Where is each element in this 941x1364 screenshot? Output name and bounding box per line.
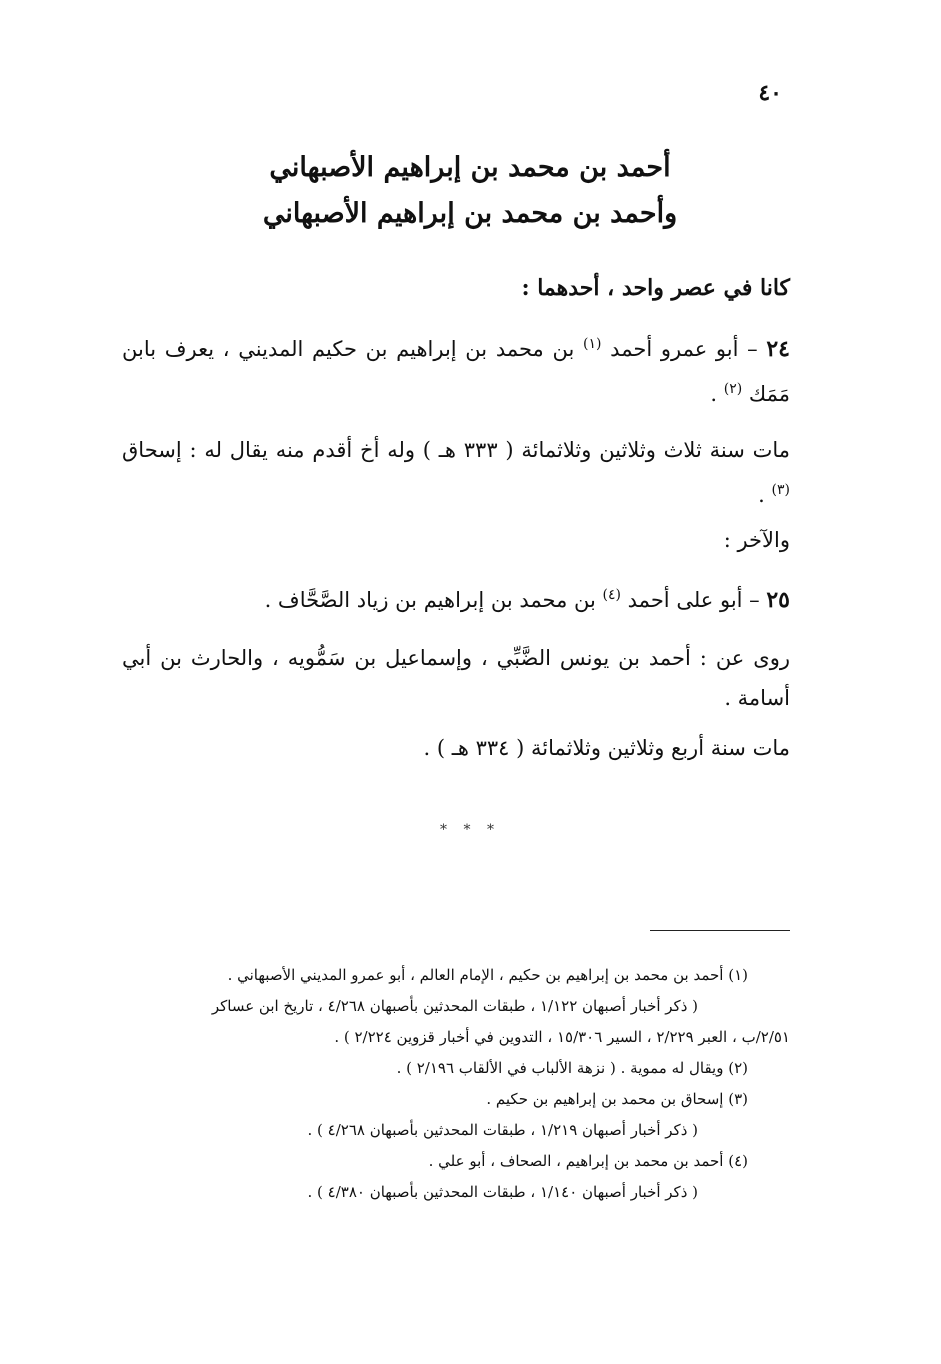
title-line-1: أحمد بن محمد بن إبراهيم الأصبهاني [269,152,671,183]
footnote-ref: (٣) [771,482,790,498]
death-25-paragraph: مات سنة أربع وثلاثين وثلاثمائة ( ٣٣٤ هـ ) . [423,736,790,760]
other-label: والآخر : [723,528,790,552]
footnote-ref: (٤) [602,587,621,603]
entry-25-paragraph [122,575,790,620]
section-divider: * * * [440,822,500,838]
footnotes-section [122,960,790,1208]
footnote-1-line-2: ( ذكر أخبار أصبهان ١/١٢٢ ، طبقات المحدثين بأصبهان ٤/٢٦٨ ، تاريخ ابن عساكر [211,997,698,1015]
footnote-1-line-1: (١) أحمد بن محمد بن إبراهيم بن حكيم ، الإمام العالم ، أبو عمرو المديني الأصبهاني . [227,966,748,984]
entry-text: بن محمد بن إبراهيم بن زياد الصَّحَّاف . [264,588,603,612]
entry-text: – أبو على أحمد [620,588,767,612]
footnote-1-line-3: ٢/٥١/ب ، العبر ٢/٢٢٩ ، السير ١٥/٣٠٦ ، التدوين في أخبار قزوين ٢/٢٢٤ ) . [334,1028,790,1046]
footnote-separator [650,930,790,931]
paragraph-text: مات سنة ثلاث وثلاثين وثلاثمائة ( ٣٣٣ هـ ) وله أخ أقدم منه يقال له : إسحاق [122,438,790,462]
footnote-3-line-1: (٣) إسحاق بن محمد بن إبراهيم بن حكيم . [486,1090,748,1108]
footnote-3-line-2: ( ذكر أخبار أصبهان ١/٢١٩ ، طبقات المحدثين بأصبهان ٤/٢٦٨ ) . [307,1121,698,1139]
narration-paragraph: روى عن : أحمد بن يونس الضَّبِّي ، وإسماعيل بن سَمُّويه ، والحارث بن أبي أسامة . [122,646,790,710]
page-number: ٤٠ [758,80,782,106]
chapter-title [120,145,820,237]
footnote-2-line-1: (٢) ويقال له مموية . ( نزهة الألباب في الألقاب ٢/١٩٦ ) . [396,1059,748,1077]
footnote-ref: (٢) [723,381,743,397]
entry-number: ٢٥ [766,587,790,613]
footnote-4-line-2: ( ذكر أخبار أصبهان ١/١٤٠ ، طبقات المحدثين بأصبهان ٤/٣٨٠ ) . [307,1183,698,1201]
footnote-4-line-1: (٤) أحمد بن محمد بن إبراهيم ، الصحاف ، أبو علي . [428,1152,748,1170]
entry-number: ٢٤ [766,336,790,362]
entry-text: – أبو عمرو أحمد [601,337,767,361]
intro-paragraph: كانا في عصر واحد ، أحدهما : [521,275,790,301]
entry-text: . [710,382,724,406]
entry-24-paragraph [122,324,790,414]
footnote-ref: (١) [583,336,602,352]
title-line-2: وأحمد بن محمد بن إبراهيم الأصبهاني [262,198,678,229]
death-24-paragraph [122,430,790,515]
entry-text: بن محمد بن إبراهيم بن حكيم المديني ، يعرف بابن مَمَك [122,337,790,406]
paragraph-text: . [758,483,772,507]
